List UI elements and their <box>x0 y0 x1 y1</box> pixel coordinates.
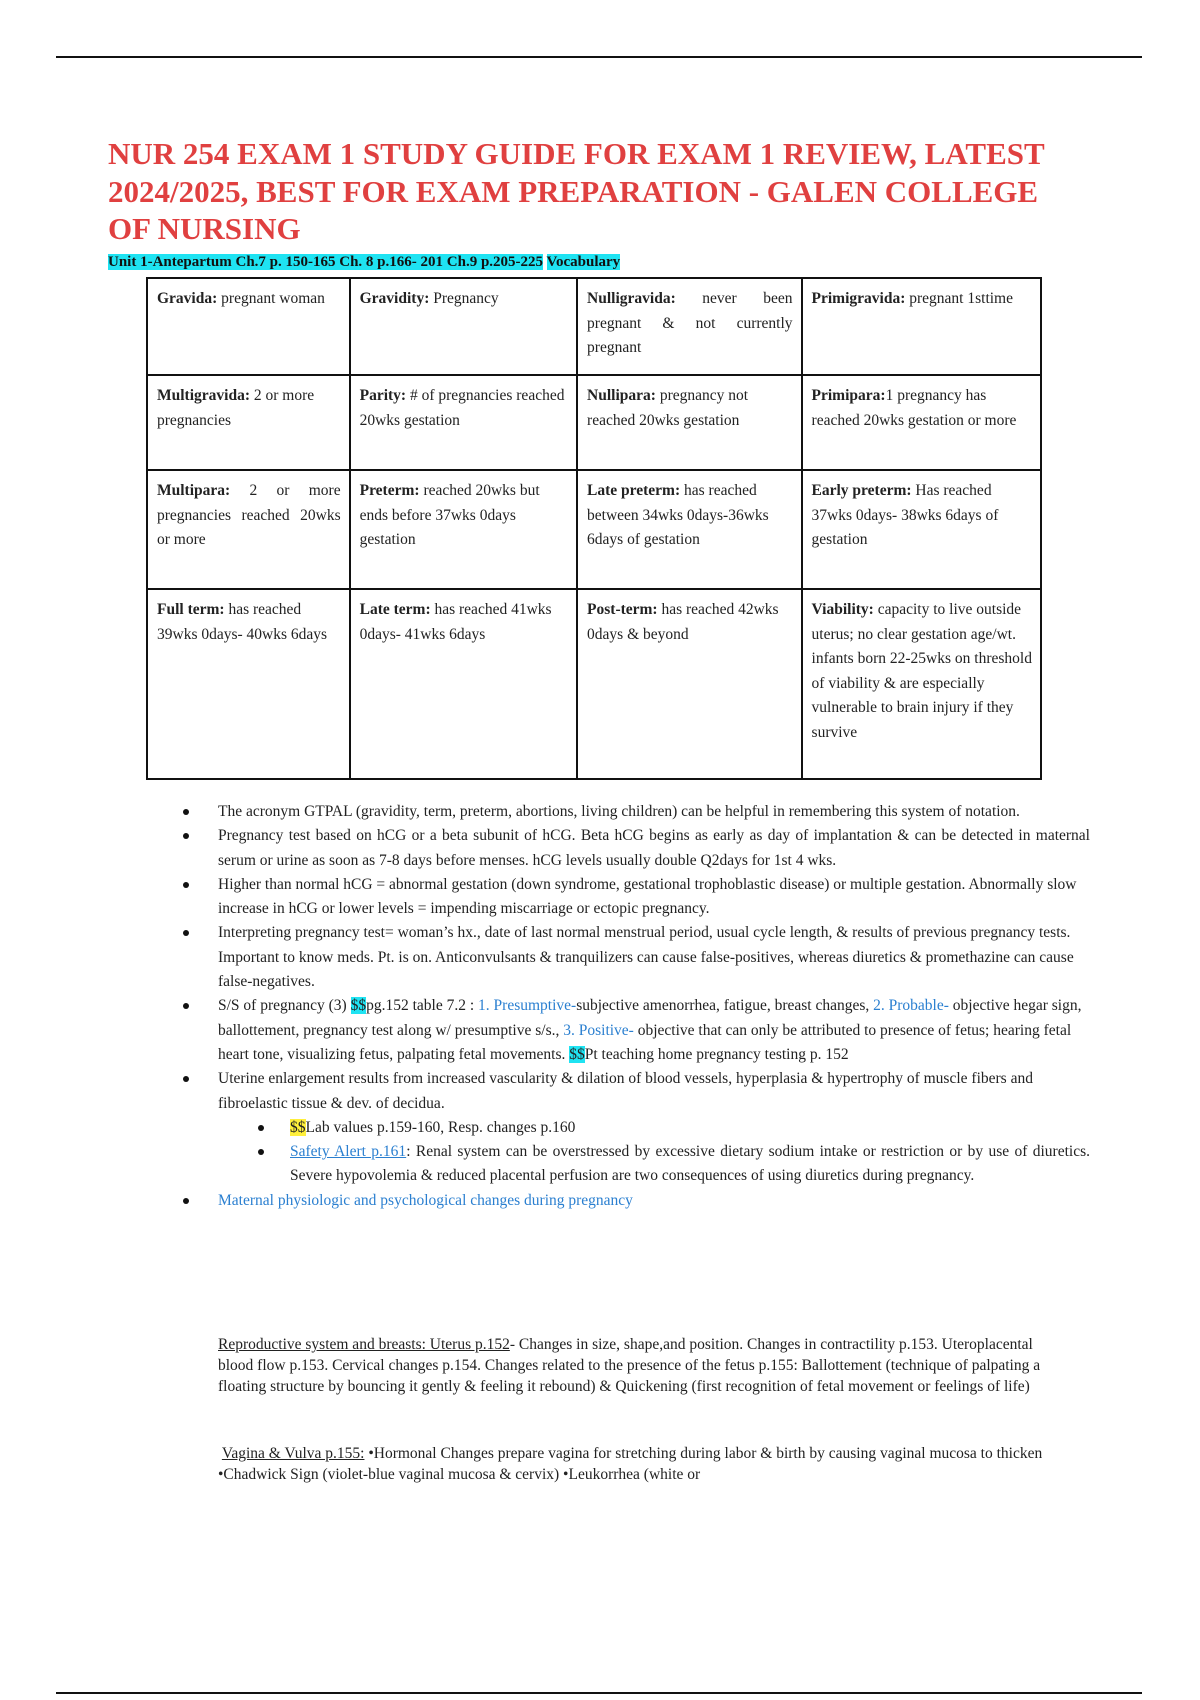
notes-list <box>170 800 1090 1213</box>
table-cell <box>350 278 577 375</box>
sub-list-item <box>290 1140 1090 1189</box>
table-cell <box>577 470 802 589</box>
term: Multipara: <box>157 482 231 499</box>
term: Late preterm: <box>587 482 681 499</box>
text-run: : Renal system can be overstressed by excessive dietary sodium intake or restriction or by use of diuretics. Severe hypovolemia & reduced placental perfusion are two consequences of using diuretics during pregnancy. <box>290 1143 1090 1185</box>
definition: has reached 42wks 0days & beyond <box>587 601 779 643</box>
paragraph-vagina-vulva <box>218 1443 1068 1485</box>
definition: 1 pregnancy has reached 20wks gestation or more <box>811 387 1017 429</box>
positive-label: 3. Positive- <box>563 1021 634 1039</box>
priority-marker: $$ <box>569 1045 585 1063</box>
unit-subheading <box>108 252 620 272</box>
table-row <box>147 470 1041 589</box>
priority-marker: $$ <box>290 1118 306 1136</box>
paragraph-heading: Reproductive system and breasts: Uterus p.152 <box>218 1336 510 1353</box>
definition: has reached 39wks 0days- 40wks 6days <box>157 601 328 643</box>
term: Early preterm: <box>811 482 912 499</box>
table-cell <box>147 589 350 779</box>
paragraph-uterus <box>218 1334 1068 1397</box>
term: Full term: <box>157 601 225 618</box>
list-item: The acronym GTPAL (gravidity, term, preterm, abortions, living children) can be helpful in remembering this system of notation. <box>170 800 1090 824</box>
table-cell <box>577 375 802 470</box>
list-item: Interpreting pregnancy test= woman’s hx., date of last normal menstrual period, usual cycle length, & results of previous pregnancy tests. Important to know meds. Pt. is on. Anticonvulsants & tranquilizers can cause false-positives, whereas diuretics & promethazine can cause false-negatives. <box>170 921 1090 994</box>
text-run: objective hegar sign, ballottement, pregnancy test along w/ presumptive s/s., <box>218 997 1082 1039</box>
definition: Has reached 37wks 0days- 38wks 6days of gestation <box>811 482 999 548</box>
definition: has reached between 34wks 0days-36wks 6days of gestation <box>587 482 769 548</box>
term: Primipara: <box>811 387 886 404</box>
list-item: Maternal physiologic and psychological changes during pregnancy <box>170 1189 1090 1213</box>
table-cell <box>350 589 577 779</box>
table-cell <box>577 278 802 375</box>
definition: # of pregnancies reached 20wks gestation <box>359 387 565 429</box>
table-cell <box>802 470 1041 589</box>
top-rule <box>56 56 1142 58</box>
list-item <box>170 994 1090 1067</box>
term: Multigravida: <box>157 387 250 404</box>
term: Late term: <box>359 601 431 618</box>
vocabulary-table <box>146 277 1042 780</box>
sub-list <box>218 1116 1090 1189</box>
text-run: pg.152 table 7.2 : <box>366 997 479 1015</box>
page-title: NUR 254 EXAM 1 STUDY GUIDE FOR EXAM 1 REVIEW, LATEST 2024/2025, BEST FOR EXAM PREPARATION - GALEN COLLEGE OF NURSING <box>108 136 1045 246</box>
table-cell <box>350 470 577 589</box>
term: Preterm: <box>359 482 420 499</box>
list-item: Higher than normal hCG = abnormal gestation (down syndrome, gestational trophoblastic disease) or multiple gestation. Abnormally slow increase in hCG or lower levels = impending miscarriage or ectopic pregnancy. <box>170 873 1090 922</box>
bottom-rule <box>56 1692 1142 1694</box>
definition: never been pregnant & not currently pregnant <box>587 290 793 356</box>
list-item: Pregnancy test based on hCG or a beta subunit of hCG. Beta hCG begins as early as day of implantation & can be detected in maternal serum or urine as soon as 7-8 days before menses. hCG levels usually double Q2days for 1st 4 wks. <box>170 824 1090 873</box>
table-cell <box>147 278 350 375</box>
probable-label: 2. Probable- <box>873 997 949 1015</box>
term: Gravidity: <box>359 290 430 307</box>
text-run: Pt teaching home pregnancy testing p. 152 <box>584 1045 849 1063</box>
term: Gravida: <box>157 290 218 307</box>
table-cell <box>350 375 577 470</box>
table-cell <box>147 375 350 470</box>
priority-marker: $$ <box>350 997 367 1015</box>
term: Post-term: <box>587 601 658 618</box>
text-run: objective that can only be attributed to presence of fetus; hearing fetal heart tone, visualizing fetus, palpating fetal movements. <box>218 1021 1072 1063</box>
unit-label: Unit 1-Antepartum Ch.7 p. 150-165 Ch. 8 p.166- 201 Ch.9 p.205-225 <box>108 254 544 270</box>
text-run: Lab values p.159-160, Resp. changes p.160 <box>305 1118 576 1136</box>
list-item <box>170 1067 1090 1188</box>
table-row <box>147 375 1041 470</box>
definition: reached 20wks but ends before 37wks 0days gestation <box>359 482 540 548</box>
definition: capacity to live outside uterus; no clear gestation age/wt. infants born 22-25wks on threshold of viability & are especially vulnerable to brain injury if they survive <box>811 601 1032 741</box>
table-row <box>147 589 1041 779</box>
table-cell <box>147 470 350 589</box>
definition: Pregnancy <box>429 290 499 307</box>
definition: 2 or more pregnancies <box>157 387 315 429</box>
presumptive-label: 1. Presumptive- <box>478 997 577 1015</box>
text-run: •Hormonal Changes prepare vagina for stretching during labor & birth by causing vaginal mucosa to thicken •Chadwick Sign (violet-blue vaginal mucosa & cervix) •Leukorrhea (white or <box>218 1445 1043 1483</box>
paragraph-heading: Vagina & Vulva p.155: <box>221 1445 365 1462</box>
definition: pregnant woman <box>217 290 325 307</box>
vocabulary-label: Vocabulary <box>546 254 621 270</box>
table-row <box>147 278 1041 375</box>
term: Primigravida: <box>811 290 906 307</box>
term: Nulligravida: <box>587 290 676 307</box>
text-run: - Changes in size, shape,and position. Changes in contractility p.153. Uteroplacental blood flow p.153. Cervical changes p.154. Changes related to the presence of the fetus p.155: Ballottement (technique of palpating a floating structure by bouncing it gently & feeling it rebound) & Quickening (first recognition of fetal movement or feelings of life) <box>218 1336 1041 1395</box>
table-cell <box>802 589 1041 779</box>
definition: 2 or more pregnancies reached 20wks or more <box>157 482 341 548</box>
text-run: Uterine enlargement results from increased vascularity & dilation of blood vessels, hyperplasia & hypertrophy of muscle fibers and fibroelastic tissue & dev. of decidua. <box>218 1070 1033 1112</box>
term: Viability: <box>811 601 874 618</box>
term: Parity: <box>359 387 407 404</box>
table-cell <box>802 375 1041 470</box>
text-run: S/S of pregnancy (3) <box>218 997 351 1015</box>
definition: has reached 41wks 0days- 41wks 6days <box>359 601 552 643</box>
definition: pregnant 1sttime <box>905 290 1013 307</box>
table-cell <box>577 589 802 779</box>
table-cell <box>802 278 1041 375</box>
sub-list-item <box>290 1116 1090 1140</box>
text-run: subjective amenorrhea, fatigue, breast changes, <box>576 997 874 1015</box>
safety-alert-link[interactable]: Safety Alert p.161 <box>290 1143 407 1161</box>
term: Nullipara: <box>587 387 656 404</box>
definition: pregnancy not reached 20wks gestation <box>587 387 749 429</box>
